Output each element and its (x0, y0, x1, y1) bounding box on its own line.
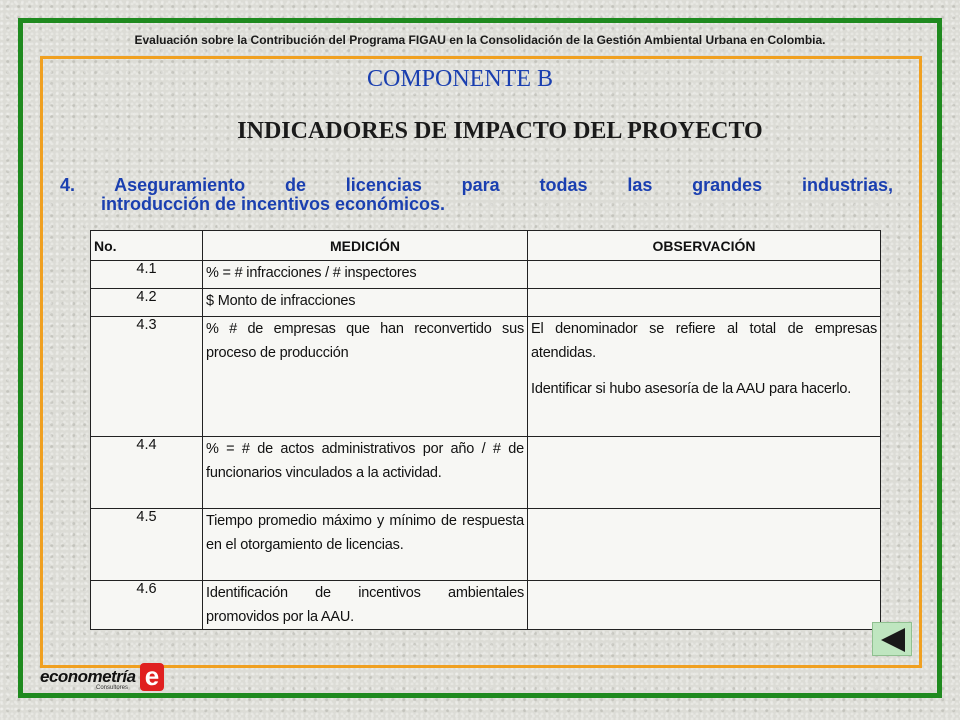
back-button[interactable] (872, 622, 912, 656)
logo-mark: e (140, 663, 164, 691)
row-medicion: % = # infracciones / # inspectores (203, 261, 528, 289)
header-no: No. (91, 231, 203, 261)
row-medicion: % = # de actos administrativos por año / # de funcionarios vinculados a la actividad. (203, 437, 528, 509)
row-number: 4.5 (91, 509, 203, 581)
table-header-row (91, 231, 881, 261)
row-observacion-part2: Identificar si hubo asesoría de la AAU para hacerlo. (531, 381, 852, 397)
table-row (91, 437, 881, 509)
indicators-table (90, 230, 881, 630)
back-arrow-icon (879, 627, 907, 653)
row-observacion (528, 581, 881, 630)
row-number: 4.4 (91, 437, 203, 509)
logo-name: econometría (40, 667, 136, 686)
row-medicion: $ Monto de infracciones (203, 289, 528, 317)
row-observacion (528, 317, 881, 437)
row-observacion (528, 509, 881, 581)
item-text-line1: 4. Aseguramiento de licencias para todas las grandes industrias, (60, 175, 893, 195)
table-row (91, 509, 881, 581)
section-title: INDICADORES DE IMPACTO DEL PROYECTO (237, 118, 763, 144)
item-text-line2: introducción de incentivos económicos. (101, 194, 446, 214)
row-medicion: Identificación de incentivos ambientales promovidos por la AAU. (203, 581, 528, 630)
row-observacion-part1: El denominador se refiere al total de empresas atendidas. (531, 321, 877, 361)
row-medicion: % # de empresas que han reconvertido sus proceso de producción (203, 317, 528, 437)
row-observacion (528, 437, 881, 509)
header-medicion: MEDICIÓN (203, 231, 528, 261)
row-observacion (528, 261, 881, 289)
row-observacion (528, 289, 881, 317)
logo-sub: Consultores (96, 685, 129, 691)
table-row (91, 261, 881, 289)
table-row (91, 289, 881, 317)
table-row (91, 317, 881, 437)
row-number: 4.2 (91, 289, 203, 317)
row-number: 4.6 (91, 581, 203, 630)
header-caption: Evaluación sobre la Contribución del Programa FIGAU en la Consolidación de la Gestión Ambiental Urbana en Colombia. (134, 33, 826, 47)
econometria-logo (40, 663, 170, 693)
header-observacion: OBSERVACIÓN (528, 231, 881, 261)
row-medicion: Tiempo promedio máximo y mínimo de respuesta en el otorgamiento de licencias. (203, 509, 528, 581)
row-number: 4.3 (91, 317, 203, 437)
component-title: COMPONENTE B (366, 66, 553, 92)
row-number: 4.1 (91, 261, 203, 289)
table-row (91, 581, 881, 630)
